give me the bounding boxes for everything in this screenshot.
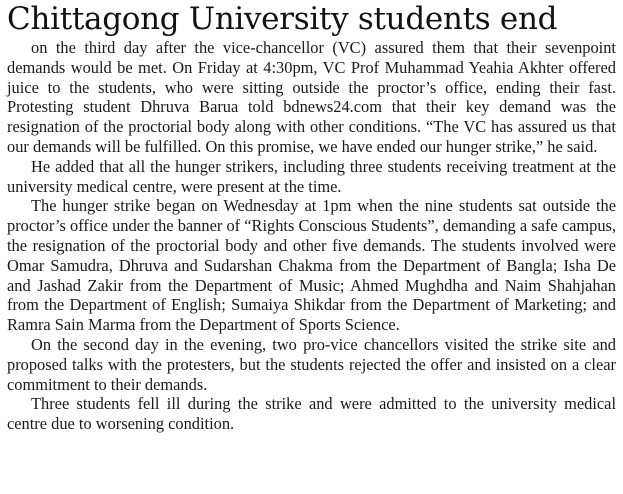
article-paragraph-3: The hunger strike began on Wednesday at 1pm when the nine students sat outside the proctor’s office under the banner of “Rights Conscious Students”, demanding a safe campus, the resignation of the proctorial body and other five demands. The students involved were Omar Samudra, Dhruva and Sudarshan Chakma from the Department of Bangla; Isha De and Jashad Zakir from the Department of Music; Ahmed Mughdha and Naim Shahjahan from the Department of English; Sumaiya Shikdar from the Department of Marketing; and Ramra Sain Marma from the Department of Sports Science. (7, 196, 616, 335)
article-paragraph-4: On the second day in the evening, two pro-vice chancellors visited the strike site and proposed talks with the protesters, but the students rejected the offer and insisted on a clear commitment to their demands. (7, 334, 616, 394)
article-headline: Chittagong University students end (7, 1, 558, 37)
article-paragraph-5: Three students fell ill during the strike and were admitted to the university medical centre due to worsening condition. (7, 394, 616, 434)
article-paragraph-2: He added that all the hunger strikers, including three students receiving treatment at the university medical centre, were present at the time. (7, 156, 616, 196)
article-paragraph-1: on the third day after the vice-chancellor (VC) assured them that their sevenpoint demands would be met. On Friday at 4:30pm, VC Prof Muhammad Yeahia Akhter offered juice to the students, who were sitting outside the proctor’s office, ending their fast. Protesting student Dhruva Barua told bdnews24.com that their key demand was the resignation of the proctorial body along with other conditions. “The VC has assured us that our demands will be fulfilled. On this promise, we have ended our hunger strike,” he said. (7, 38, 616, 156)
